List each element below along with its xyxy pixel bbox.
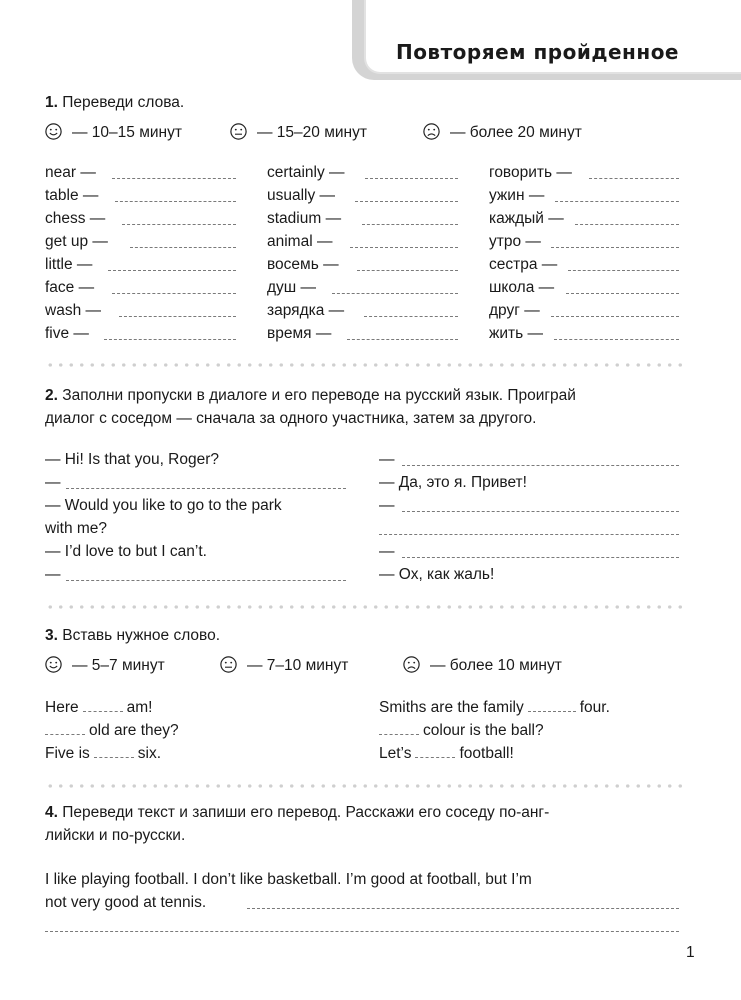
fill-sentence: old are they? (45, 721, 179, 740)
smile-face-icon (45, 656, 62, 673)
word-item: душ — (267, 279, 317, 296)
answer-line[interactable] (119, 316, 236, 317)
answer-line[interactable] (112, 293, 236, 294)
dialog-line: — (379, 451, 395, 468)
answer-line[interactable] (365, 178, 458, 179)
task3-time-2: — 7–10 минут (247, 657, 349, 674)
source-text-line: I like playing football. I don’t like basketball. I’m good at football, but I’m (45, 871, 532, 888)
page-number: 1 (686, 944, 695, 961)
word-item: near — (45, 164, 96, 181)
word-item: жить — (489, 325, 544, 342)
word-item: usually — (267, 187, 336, 204)
answer-line[interactable] (347, 339, 458, 340)
answer-line[interactable] (357, 270, 458, 271)
word-item: chess — (45, 210, 106, 227)
word-item: друг — (489, 302, 540, 319)
word-item: каждый — (489, 210, 564, 227)
word-item: get up — (45, 233, 108, 250)
neutral-face-icon (230, 123, 247, 140)
task2-line2: диалог с соседом — сначала за одного участника, затем за другого. (45, 410, 537, 427)
answer-line[interactable] (379, 534, 679, 535)
task3-heading (45, 626, 220, 645)
word-item: wash — (45, 302, 101, 319)
answer-line[interactable] (589, 178, 679, 179)
answer-line[interactable] (555, 201, 679, 202)
task4-heading (45, 803, 549, 822)
answer-line[interactable] (402, 511, 679, 512)
page-title: Повторяем пройденное (395, 40, 679, 64)
word-item: сестра — (489, 256, 558, 273)
answer-line[interactable] (575, 224, 679, 225)
answer-line[interactable] (364, 316, 458, 317)
word-item: ужин — (489, 187, 545, 204)
task1-time-1: — 10–15 минут (72, 124, 182, 141)
answer-line[interactable] (66, 580, 346, 581)
word-item: animal — (267, 233, 333, 250)
answer-line[interactable] (551, 316, 679, 317)
word-item: восемь — (267, 256, 339, 273)
fill-sentence: Smiths are the family four. (379, 699, 610, 716)
answer-line[interactable] (247, 908, 679, 909)
answer-line[interactable] (554, 339, 679, 340)
answer-line[interactable] (108, 270, 236, 271)
fill-sentence: Let’s football! (379, 745, 514, 762)
answer-line[interactable] (45, 931, 679, 932)
blank[interactable] (528, 711, 576, 712)
answer-line[interactable] (332, 293, 458, 294)
dialog-line: — I’d love to but I can’t. (45, 543, 207, 560)
task2-line1: Заполни пропуски в диалоге и его переводе на русский язык. Проиграй (62, 387, 576, 404)
answer-line[interactable] (402, 557, 679, 558)
dialog-line: — Hi! Is that you, Roger? (45, 451, 220, 468)
smile-face-icon (45, 123, 62, 140)
word-item: little — (45, 256, 93, 273)
word-item: говорить — (489, 164, 572, 181)
word-item: школа — (489, 279, 555, 296)
task3-time-1: — 5–7 минут (72, 657, 165, 674)
task1-time-2: — 15–20 минут (257, 124, 367, 141)
dotted-separator (45, 784, 685, 788)
fill-sentence: Five is six. (45, 745, 162, 762)
answer-line[interactable] (402, 465, 679, 466)
dialog-line: — (379, 543, 395, 560)
dialog-line: with me? (45, 520, 108, 537)
answer-line[interactable] (350, 247, 458, 248)
task3-time-3: — более 10 минут (430, 657, 562, 674)
word-item: stadium — (267, 210, 342, 227)
blank[interactable] (94, 757, 134, 758)
blank[interactable] (415, 757, 455, 758)
task2-number: 2. (45, 387, 58, 404)
answer-line[interactable] (130, 247, 236, 248)
neutral-face-icon (220, 656, 237, 673)
dialog-line: — (45, 474, 61, 491)
answer-line[interactable] (355, 201, 458, 202)
dialog-line: — Ох, как жаль! (379, 566, 495, 583)
task1-heading (45, 93, 184, 112)
task3-text: Вставь нужное слово. (62, 627, 221, 644)
sad-face-icon (403, 656, 420, 673)
word-item: утро — (489, 233, 541, 250)
task4-line1: Переведи текст и запиши его перевод. Расскажи его соседу по-анг- (62, 804, 550, 821)
source-text-line: not very good at tennis. (45, 894, 207, 911)
task2-heading (45, 386, 576, 405)
task4-line2: лийски и по-русски. (45, 827, 186, 844)
blank[interactable] (45, 734, 85, 735)
answer-line[interactable] (112, 178, 236, 179)
dialog-line: — Would you like to go to the park (45, 497, 282, 514)
answer-line[interactable] (566, 293, 679, 294)
blank[interactable] (379, 734, 419, 735)
sad-face-icon (423, 123, 440, 140)
task3-number: 3. (45, 627, 58, 644)
word-item: face — (45, 279, 95, 296)
answer-line[interactable] (551, 247, 679, 248)
task1-time-3: — более 20 минут (450, 124, 582, 141)
word-item: время — (267, 325, 332, 342)
word-item: table — (45, 187, 99, 204)
word-item: зарядка — (267, 302, 345, 319)
answer-line[interactable] (122, 224, 236, 225)
dialog-line: — (45, 566, 61, 583)
task1-number: 1. (45, 94, 58, 111)
answer-line[interactable] (104, 339, 236, 340)
fill-sentence: Here am! (45, 699, 153, 716)
dialog-line: — Да, это я. Привет! (379, 474, 527, 491)
answer-line[interactable] (362, 224, 458, 225)
blank[interactable] (83, 711, 123, 712)
dotted-separator (45, 605, 685, 609)
word-item: five — (45, 325, 89, 342)
fill-sentence: colour is the ball? (379, 721, 544, 740)
answer-line[interactable] (66, 488, 346, 489)
word-item: certainly — (267, 164, 345, 181)
answer-line[interactable] (568, 270, 679, 271)
dialog-line: — (379, 497, 395, 514)
answer-line[interactable] (115, 201, 236, 202)
task1-text: Переведи слова. (62, 94, 185, 111)
dotted-separator (45, 363, 685, 367)
task4-number: 4. (45, 804, 58, 821)
